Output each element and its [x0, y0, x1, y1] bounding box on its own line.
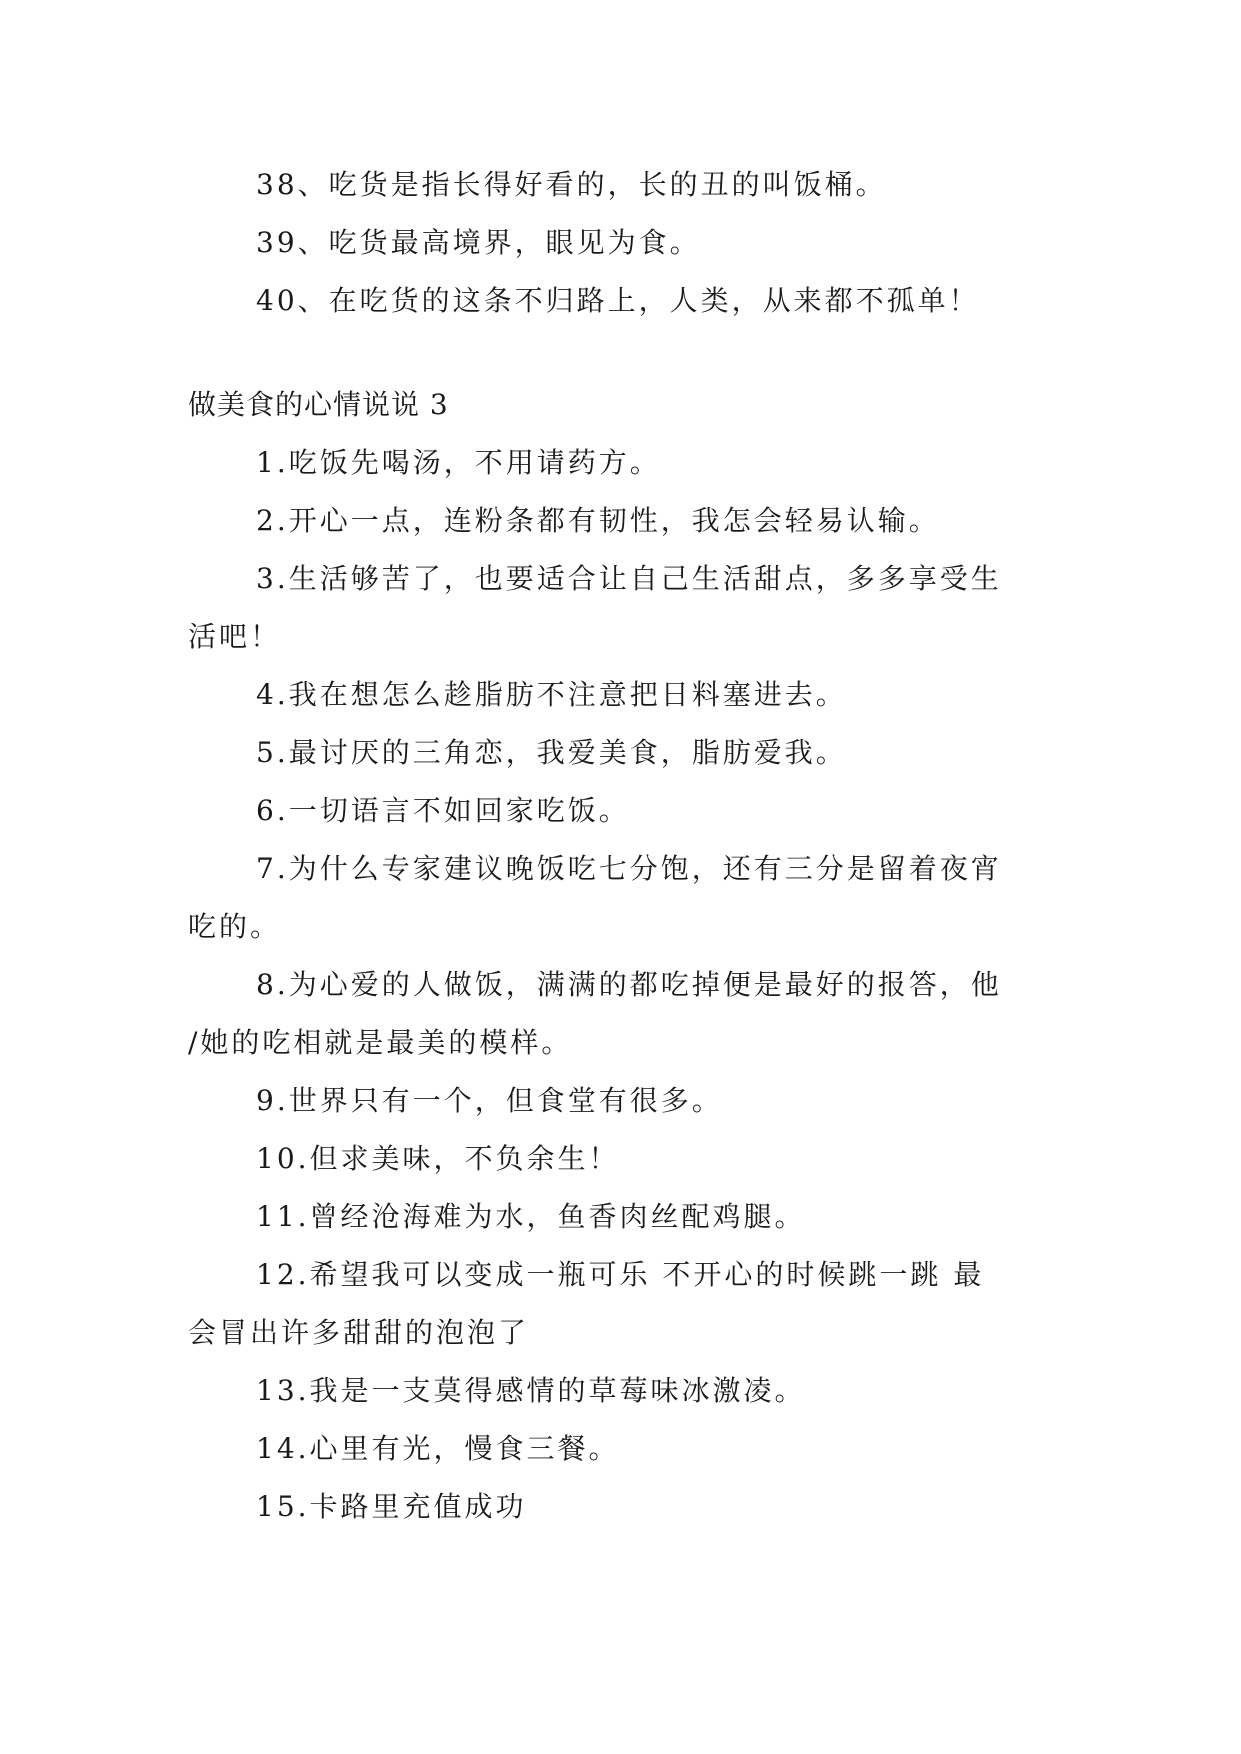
list-item-continuation: 会冒出许多甜甜的泡泡了	[188, 1316, 530, 1349]
list-item: 1.吃饭先喝汤，不用请药方。	[256, 446, 661, 479]
list-item: 9.世界只有一个，但食堂有很多。	[256, 1084, 723, 1117]
list-item: 4.我在想怎么趁脂肪不注意把日料塞进去。	[256, 678, 847, 711]
list-item: 7.为什么专家建议晚饭吃七分饱，还有三分是留着夜宵	[256, 852, 1002, 885]
list-item: 3.生活够苦了，也要适合让自己生活甜点，多多享受生	[256, 562, 1002, 595]
list-item-continuation: 吃的。	[188, 910, 282, 943]
list-item: 38、吃货是指长得好看的，长的丑的叫饭桶。	[256, 168, 887, 201]
list-item: 12.希望我可以变成一瓶可乐 不开心的时候跳一跳 最	[256, 1258, 985, 1291]
list-item: 5.最讨厌的三角恋，我爱美食，脂肪爱我。	[256, 736, 847, 769]
section-heading: 做美食的心情说说 3	[188, 388, 449, 421]
list-item: 11.曾经沧海难为水，鱼香肉丝配鸡腿。	[256, 1200, 806, 1233]
list-item: 15.卡路里充值成功	[256, 1490, 527, 1523]
list-item: 8.为心爱的人做饭，满满的都吃掉便是最好的报答，他	[256, 968, 1002, 1001]
list-item: 14.心里有光，慢食三餐。	[256, 1432, 620, 1465]
list-item: 40、在吃货的这条不归路上，人类，从来都不孤单！	[256, 284, 980, 317]
list-item: 13.我是一支莫得感情的草莓味冰激凌。	[256, 1374, 806, 1407]
list-item-continuation: /她的吃相就是最美的模样。	[188, 1026, 573, 1059]
list-item: 6.一切语言不如回家吃饭。	[256, 794, 630, 827]
list-item: 2.开心一点，连粉条都有韧性，我怎会轻易认输。	[256, 504, 940, 537]
list-item: 10.但求美味，不负余生！	[256, 1142, 620, 1175]
list-item: 39、吃货最高境界，眼见为食。	[256, 226, 701, 259]
list-item-continuation: 活吧！	[188, 620, 282, 653]
